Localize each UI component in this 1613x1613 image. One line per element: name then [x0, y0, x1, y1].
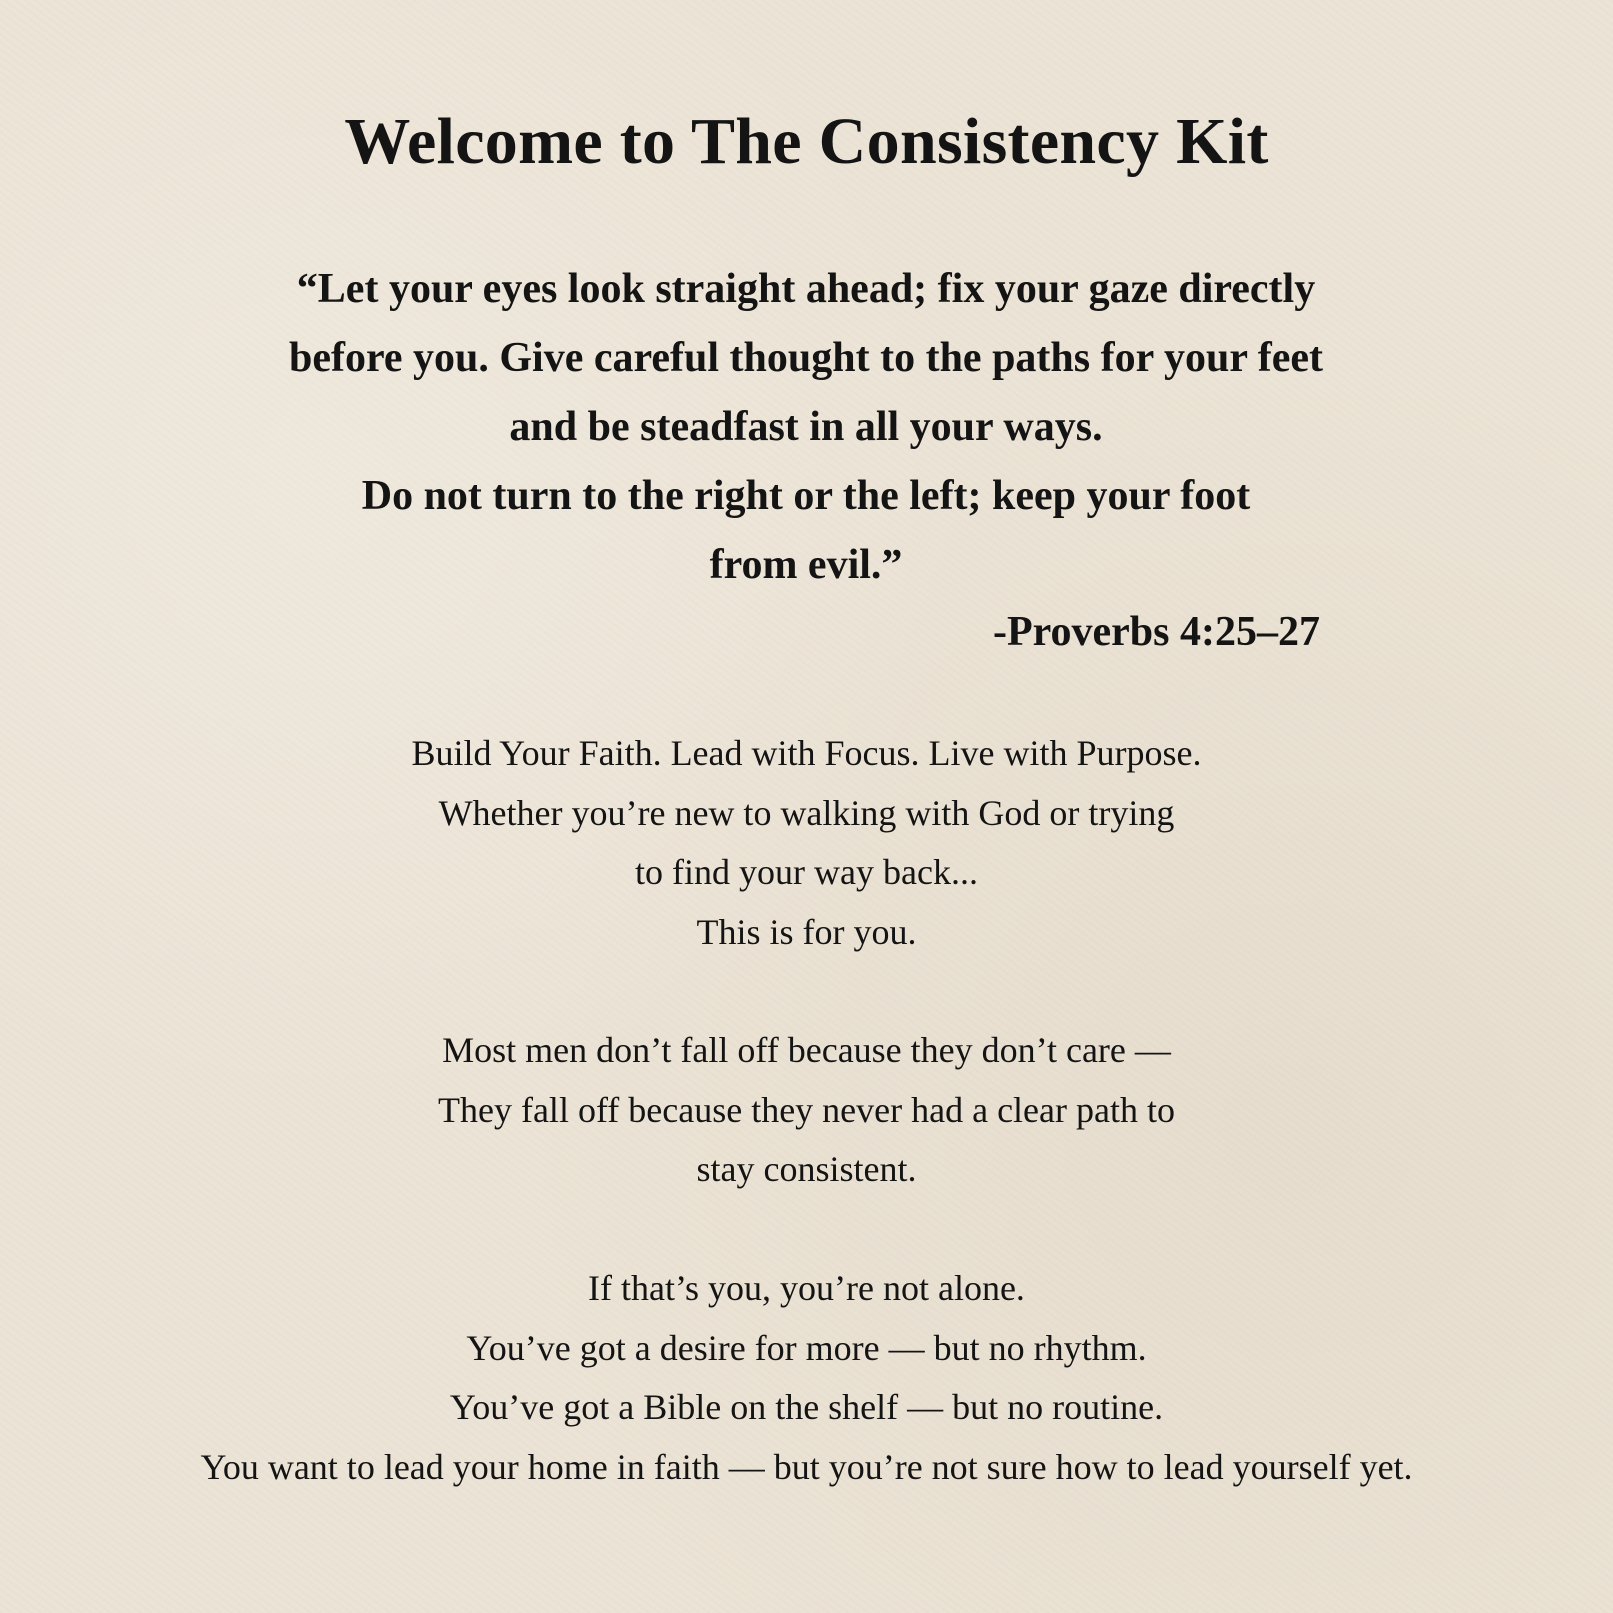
problem-line: stay consistent.	[696, 1149, 917, 1189]
intro-line: Build Your Faith. Lead with Focus. Live with Purpose.	[411, 733, 1202, 773]
quote-line: before you. Give careful thought to the paths for your feet	[289, 335, 1323, 381]
problem-line: They fall off because they never had a clear path to	[438, 1089, 1175, 1130]
intro-line: This is for you.	[696, 911, 917, 952]
intro-line: to find your way back...	[635, 852, 978, 892]
closing-line: If that’s you, you’re not alone.	[588, 1268, 1025, 1308]
scripture-quote	[156, 255, 1456, 600]
closing-paragraph	[0, 1259, 1613, 1497]
intro-paragraph	[0, 724, 1613, 962]
closing-line: You’ve got a Bible on the shelf — but no routine.	[449, 1387, 1164, 1427]
intro-line: Whether you’re new to walking with God or trying	[438, 792, 1175, 833]
quote-line: Do not turn to the right or the left; keep your foot	[361, 473, 1251, 519]
problem-line: Most men don’t fall off because they don’t care —	[442, 1030, 1171, 1070]
scripture-citation: -Proverbs 4:25–27	[993, 609, 1320, 655]
quote-line: and be steadfast in all your ways.	[509, 404, 1103, 450]
quote-line: “Let your eyes look straight ahead; fix your gaze directly	[296, 266, 1316, 312]
quote-line: from evil.”	[709, 542, 903, 588]
closing-line: You want to lead your home in faith — but you’re not sure how to lead yourself yet.	[200, 1446, 1413, 1487]
page-title: Welcome to The Consistency Kit	[344, 105, 1269, 178]
closing-line: You’ve got a desire for more — but no rhythm.	[466, 1327, 1147, 1368]
problem-paragraph	[0, 1021, 1613, 1200]
